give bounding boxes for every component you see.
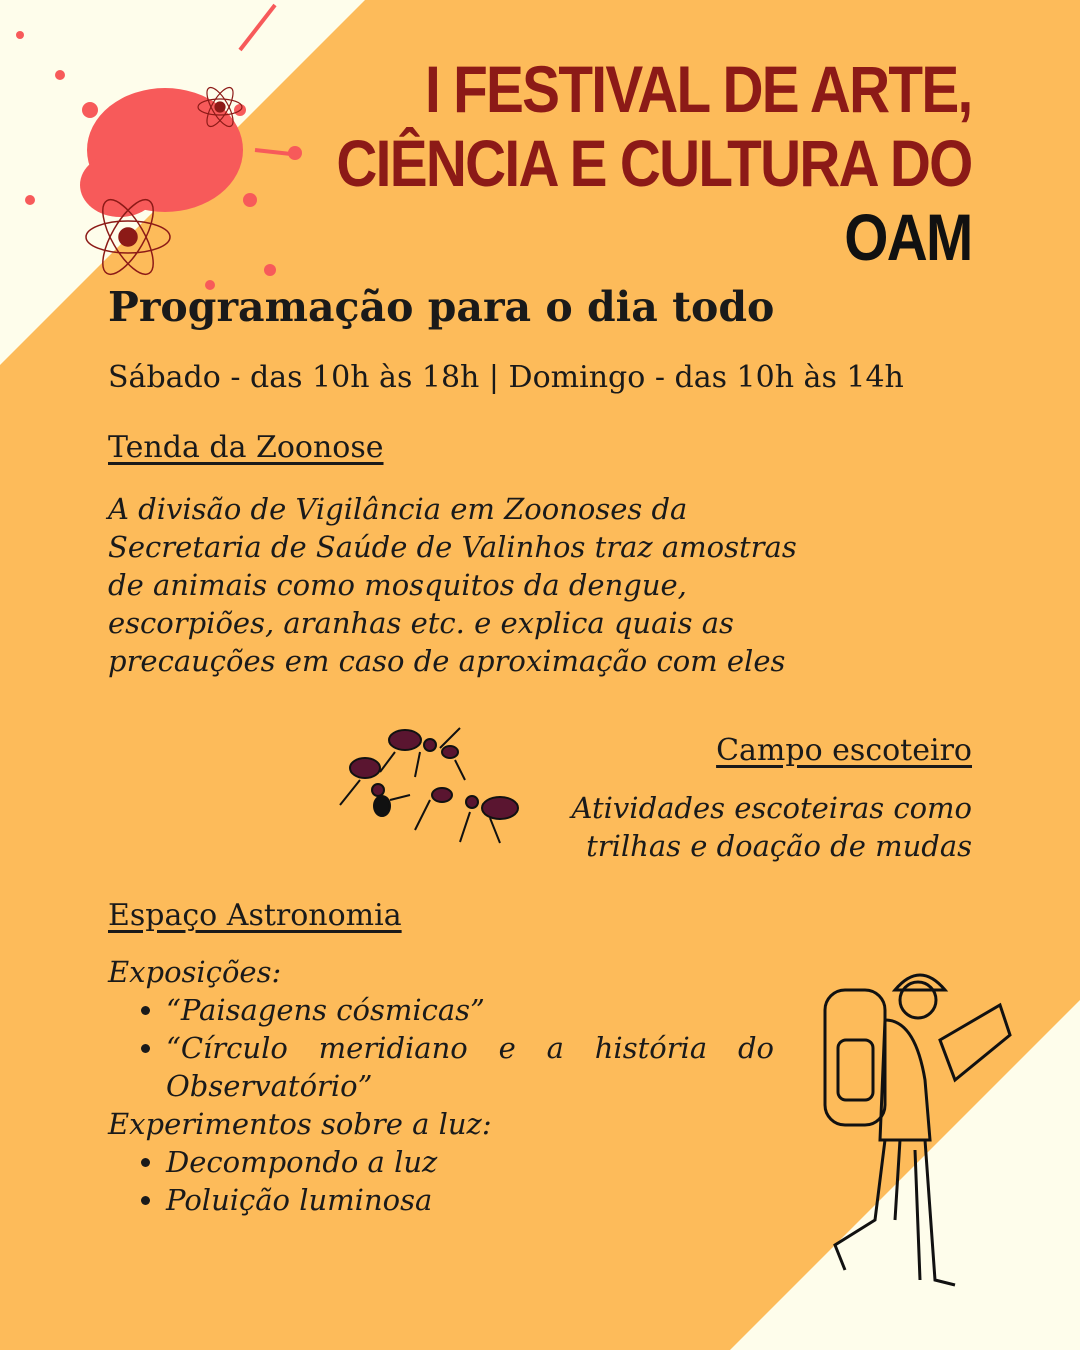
ants-icon (340, 728, 518, 843)
text-line: A divisão de Vigilância em Zoonoses da (108, 492, 688, 526)
campo-title: Campo escoteiro (716, 733, 972, 768)
astronomia-title: Espaço Astronomia (108, 898, 402, 933)
title-line-2: CIÊNCIA E CULTURA DO (336, 126, 972, 200)
list-item: • “Paisagens cósmicas” (166, 991, 774, 1029)
zoonose-description (108, 490, 797, 680)
schedule: Sábado - das 10h às 18h | Domingo - das 10h às 14h (108, 360, 904, 395)
experiments-label: Experimentos sobre a luz: (108, 1107, 492, 1141)
text-line: escorpiões, aranhas etc. e explica quais as (108, 606, 734, 640)
text-line: Secretaria de Saúde de Valinhos traz amostras (108, 530, 797, 564)
campo-description (572, 789, 972, 865)
festival-title (337, 52, 972, 274)
list-item: • “Círculo meridiano e a história do Observatório” (166, 1029, 774, 1105)
text-line: precauções em caso de aproximação com eles (108, 644, 786, 678)
text-line: de animais como mosquitos da dengue, (108, 568, 687, 602)
astronomia-description (108, 953, 774, 1219)
experiments-list (108, 1143, 774, 1219)
expo-label: Exposições: (108, 955, 282, 989)
text-line: Atividades escoteiras como (571, 791, 972, 825)
list-item: • Decompondo a luz (166, 1143, 774, 1181)
list-item: • Poluição luminosa (166, 1181, 774, 1219)
expo-list (108, 991, 774, 1105)
title-line-3: OAM (844, 200, 972, 274)
zoonose-title: Tenda da Zoonose (108, 430, 384, 465)
text-line: trilhas e doação de mudas (586, 829, 972, 863)
page-heading: Programação para o dia todo (108, 283, 775, 331)
title-line-1: I FESTIVAL DE ARTE, (425, 52, 972, 126)
